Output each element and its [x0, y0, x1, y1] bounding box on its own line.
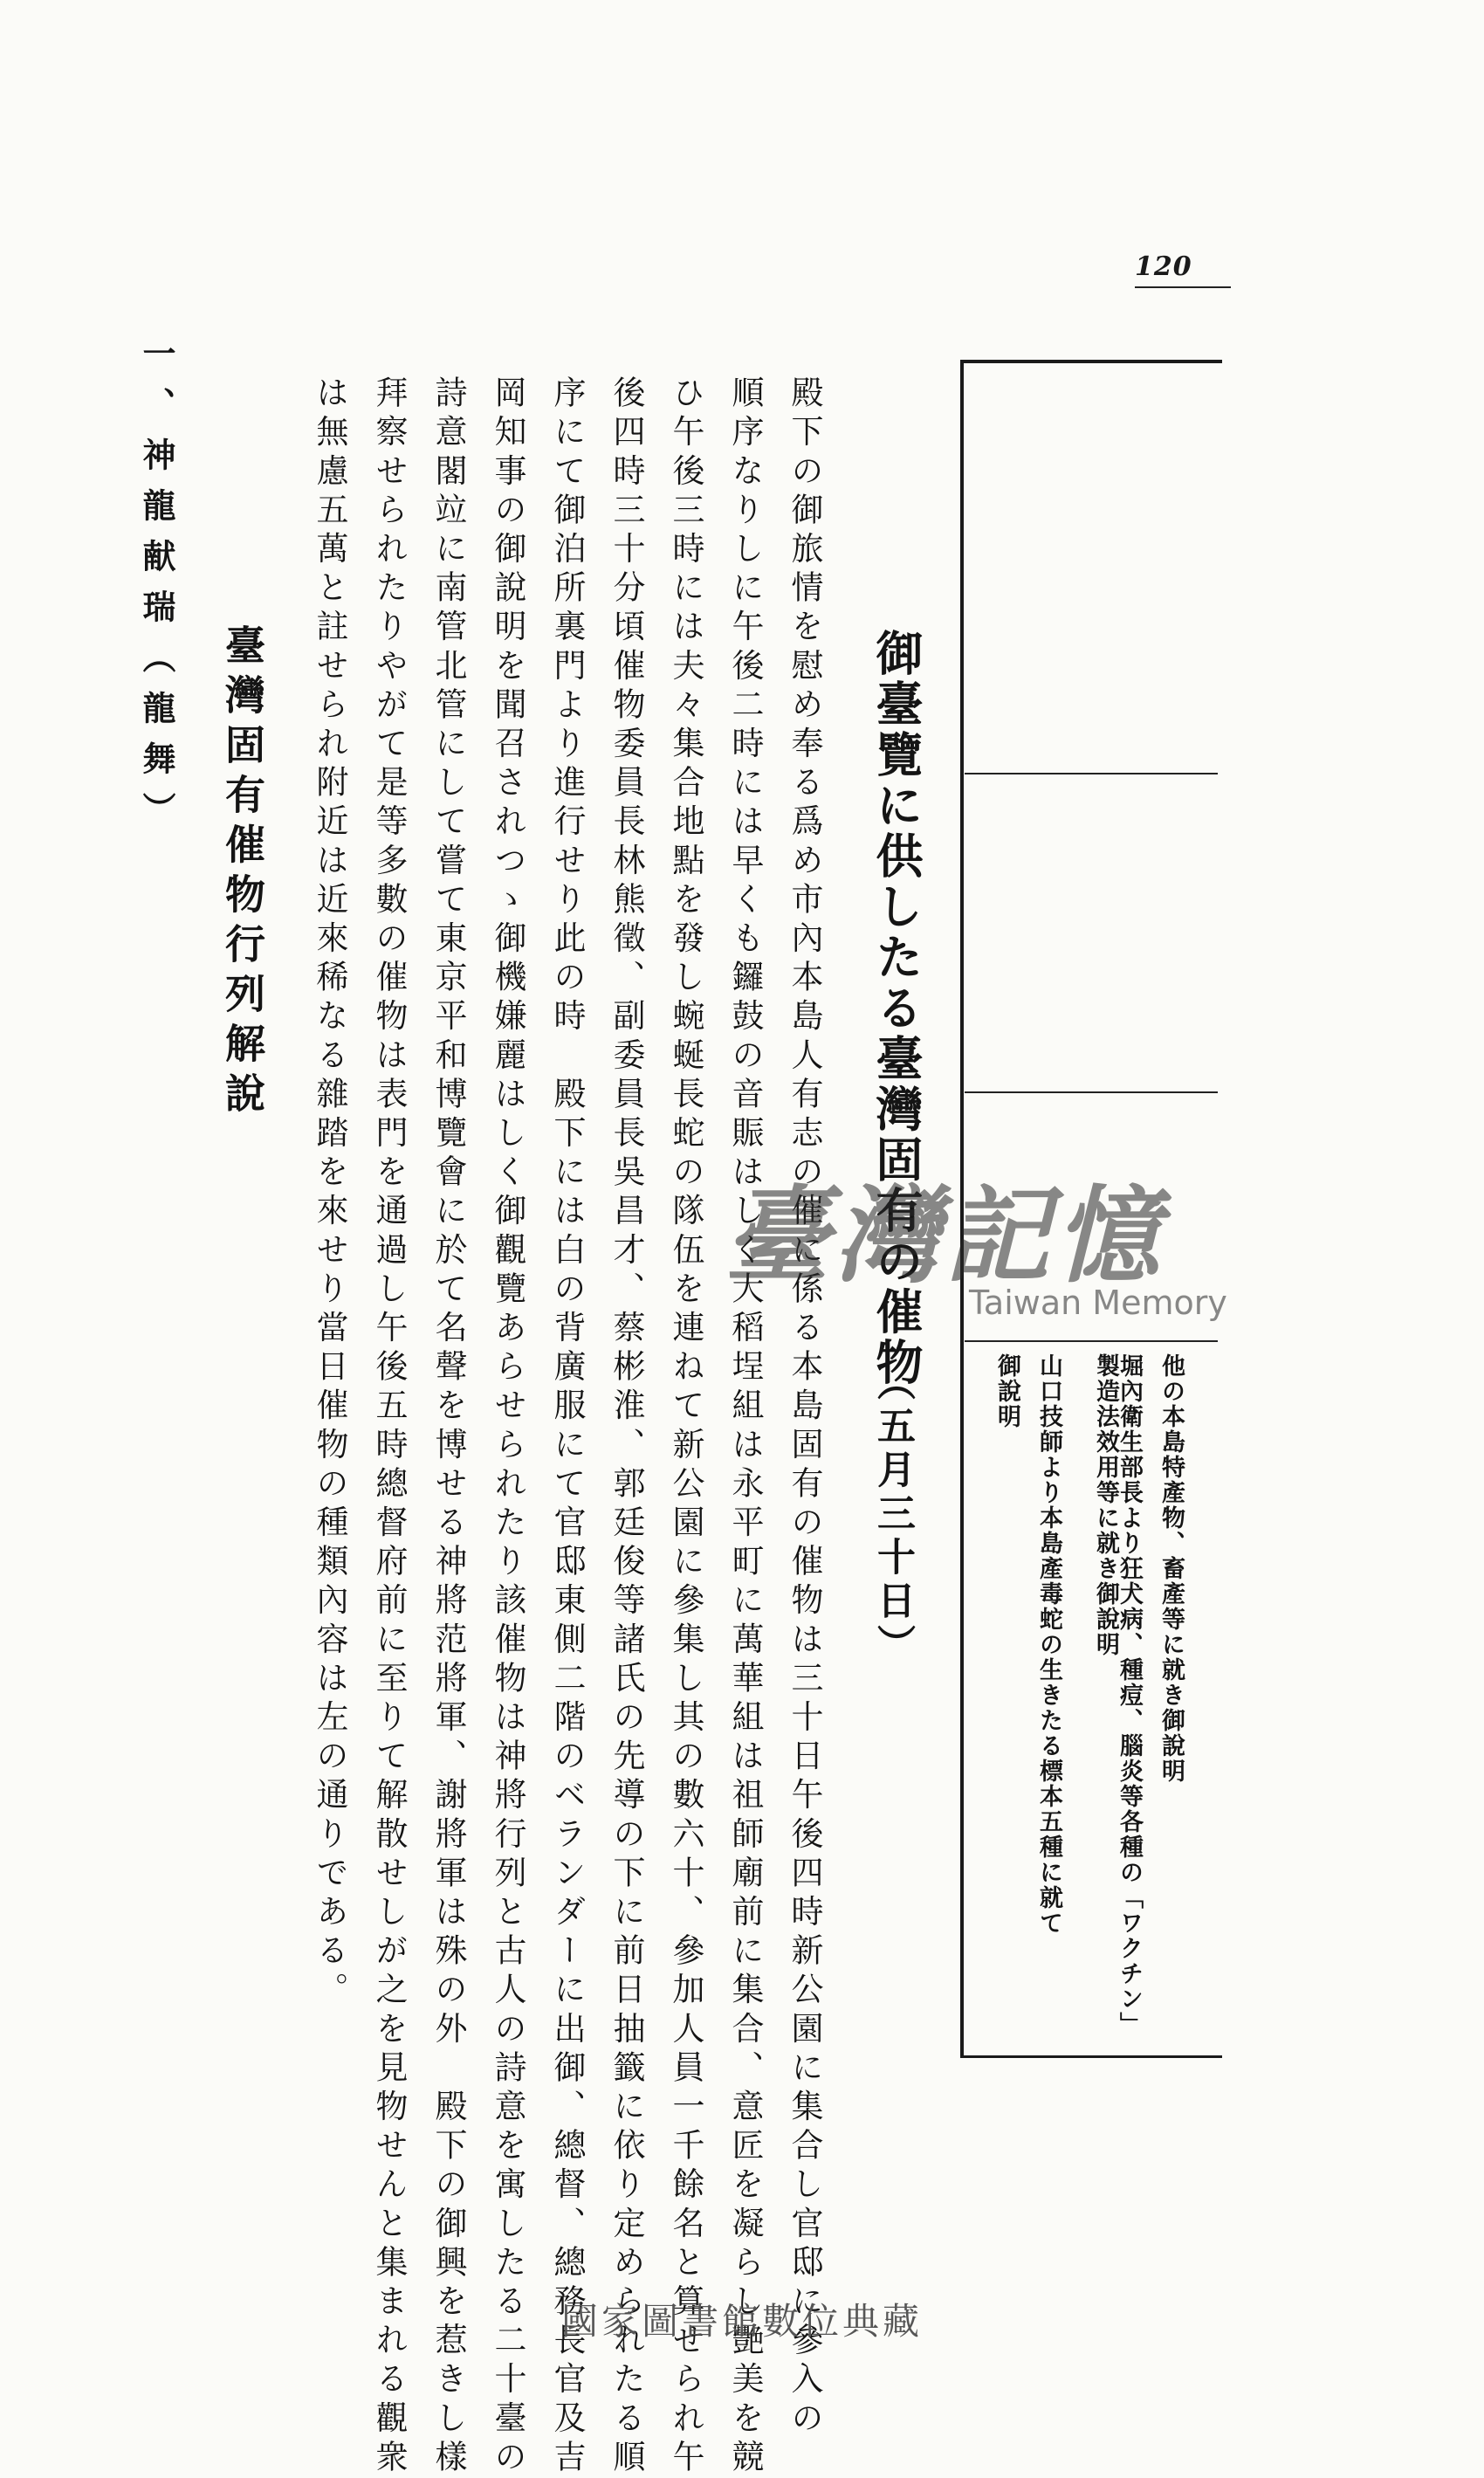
article-date: （五月三十日） — [870, 1362, 915, 1668]
article-title: 御臺覽に供したる臺灣固有の催物 — [869, 629, 924, 1388]
body-line: 後四時三十分頃催物委員長林熊徵、副委員長吳昌才、蔡彬淮、郭廷俊等諸氏の先導の下に前日抽籤に依り定められたる順 — [608, 375, 645, 2478]
notes-tick — [965, 1340, 1218, 1342]
section-heading: 臺灣固有催物行列解說 — [219, 624, 266, 1122]
watermark-text: 臺灣記憶 — [725, 1174, 1165, 1298]
note-item: 堀內衛生部長より狂犬病、種痘、腦炎等各種の「ワクチン」製造法效用等に就き御說明 — [1092, 1353, 1143, 2037]
notes-tick — [965, 773, 1218, 774]
page-number: 120 — [1135, 251, 1231, 288]
body-line: ひ午後三時には夫々集合地點を發し蜿蜒長蛇の隊伍を連ねて新公園に參集し其の數六十、參加人員一千餘名と算せられ午 — [667, 375, 704, 2478]
note-item: 山口技師より本島產毒蛇の生きたる標本五種に就て — [1035, 1353, 1062, 1936]
body-line: 序にて御泊所裏門より進行せり此の時 殿下には白の背廣服にて官邸東側二階のベランダーに出御、總督、總務長官及吉 — [548, 375, 586, 2478]
note-item: 御說明 — [993, 1353, 1020, 1429]
body-line: 詩意閣竝に南管北管にして嘗て東京平和博覽會に於て名聲を博せる神將范將軍、謝將軍は殊の外 殿下の御興を惹きし樣 — [429, 375, 467, 2478]
body-line: 順序なりしに午後二時には早くも鑼鼓の音賑はしく大稻埕組は永平町に萬華組は祖師廟前に集合、意匠を凝らし艷美を競 — [726, 375, 764, 2478]
watermark-logo — [725, 1153, 1231, 1336]
notes-tick — [965, 1091, 1218, 1093]
body-line: 岡知事の御說明を聞召されつゝ御機嫌麗はしく御觀覽あらせられたり該催物は神將行列と古人の詩意を寓したる二十臺の — [489, 375, 526, 2478]
body-line: は無慮五萬と註せられ附近は近來稀なる雜踏を來せり當日催物の種類內容は左の通りである。 — [311, 375, 348, 2012]
body-line: 拜察せられたりやがて是等多數の催物は表門を通過し午後五時總督府前に至りて解散せしが之を見物せんと集まれる觀衆 — [370, 375, 408, 2478]
watermark-subtitle: Taiwan Memory — [969, 1284, 1227, 1322]
footer-library-name: 國家圖書館數位典藏 — [560, 2300, 923, 2343]
first-item: 一、神龍献瑞（龍舞） — [137, 336, 176, 843]
note-item: 他の本島特產物、畜產等に就き御說明 — [1158, 1353, 1185, 1784]
body-line: 殿下の御旅情を慰め奉る爲め市內本島人有志の催に係る本島固有の催物は三十日午後四時新公園に集合し官邸に參入の — [786, 375, 823, 2440]
